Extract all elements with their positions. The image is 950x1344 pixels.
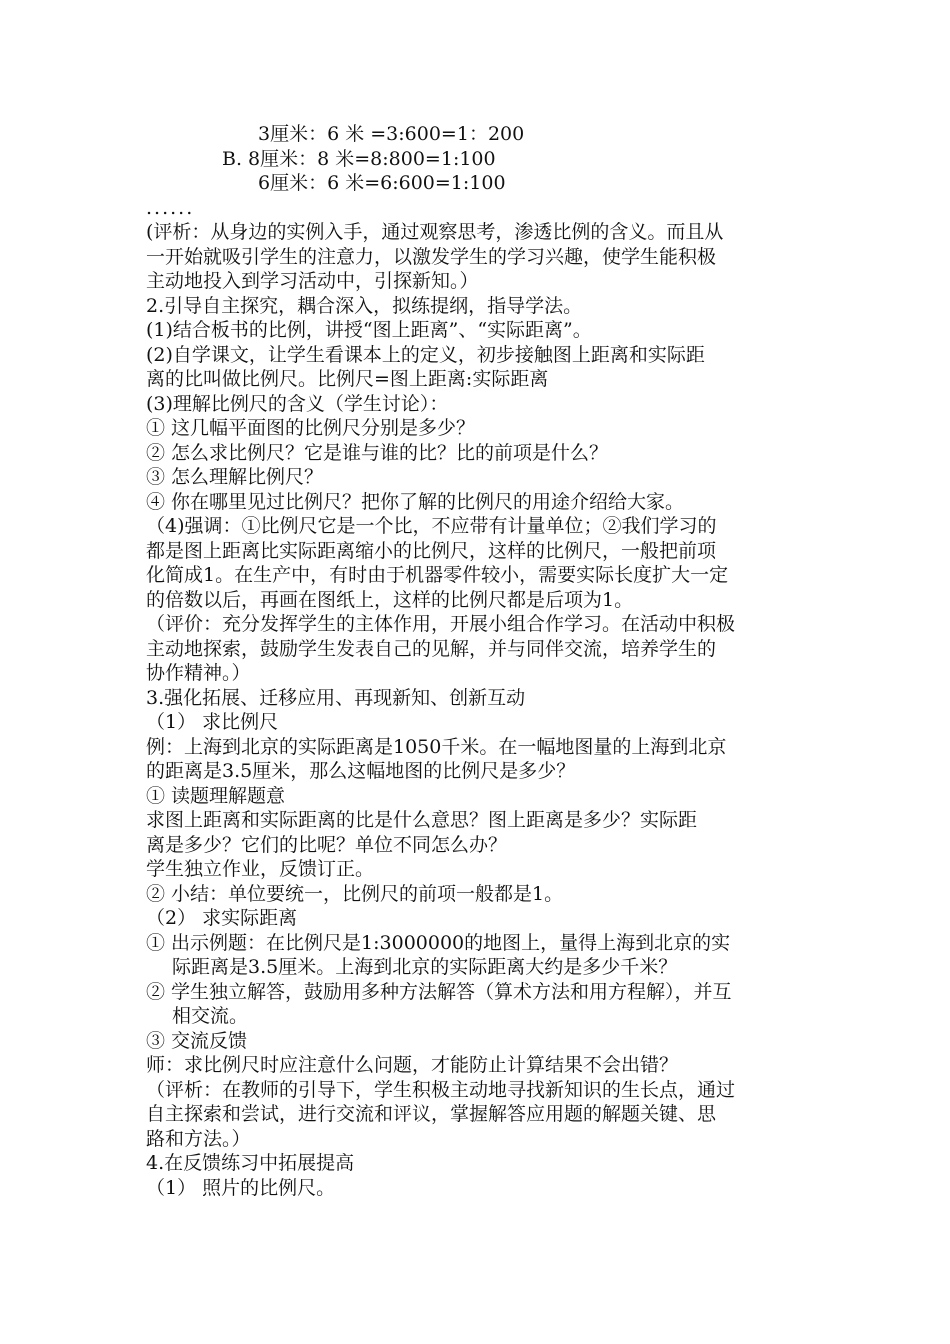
comment-3-line-3: 路和方法。）: [146, 1127, 251, 1150]
comment-2-line-3: 协作精神。）: [146, 662, 251, 684]
example-2-line-1: ① 出示例题：在比例尺是1:3000000的地图上，量得上海到北京的实: [146, 931, 731, 954]
step-4-line-4: 的倍数以后，再画在图纸上，这样的比例尺都是后项为1。: [146, 588, 634, 611]
step-4-line-3: 化简成1。在生产中，有时由于机器零件较小，需要实际长度扩大一定: [146, 564, 729, 586]
comment-3-line-1: （评析：在教师的引导下，学生积极主动地寻找新知识的生长点，通过: [146, 1078, 736, 1101]
comment-2-line-2: 主动地探索，鼓励学生发表自己的见解，并与同伴交流，培养学生的: [146, 637, 717, 660]
example-2-step-2-line-1: ② 学生独立解答，鼓励用多种方法解答（算术方法和用方程解），并互: [146, 980, 732, 1003]
subsection-3-1: （1） 求比例尺: [146, 711, 279, 733]
comment-1-line-3: 主动地投入到学习活动中，引探新知。）: [146, 270, 479, 292]
section-2-heading: 2.引导自主探究，耦合深入，拟练提纲，指导学法。: [146, 294, 583, 317]
comment-1-line-1: (评析：从身边的实例入手，通过观察思考，渗透比例的含义。而且从: [146, 221, 724, 243]
question-2: ② 怎么求比例尺？它是谁与谁的比？比的前项是什么？: [146, 441, 609, 464]
example-2-step-3: ③ 交流反馈: [146, 1029, 248, 1052]
question-4: ④ 你在哪里见过比例尺？把你了解的比例尺的用途介绍给大家。: [146, 490, 685, 513]
comment-3-line-2: 自主探索和尝试，进行交流和评议，掌握解答应用题的解题关键、思: [146, 1103, 717, 1125]
comment-1-line-2: 一开始就吸引学生的注意力，以激发学生的学习兴趣，使学生能积极: [146, 245, 717, 268]
ratio-line-b1: B. 8厘米：8 米=8:800=1:100: [222, 147, 496, 170]
step-1: (1)结合板书的比例，讲授“图上距离”、“实际距离”。: [146, 319, 592, 341]
example-2-line-2: 际距离是3.5厘米。上海到北京的实际距离大约是多少千米？: [172, 956, 678, 978]
subsection-3-2: （2） 求实际距离: [146, 907, 298, 929]
example-1-practice: 学生独立作业，反馈订正。: [146, 858, 375, 880]
step-4-line-2: 都是图上距离比实际距离缩小的比例尺，这样的比例尺，一般把前项: [146, 539, 717, 562]
step-2-line-1: (2)自学课文，让学生看课本上的定义，初步接触图上距离和实际距: [146, 343, 705, 366]
subsection-4-1: （1） 照片的比例尺。: [146, 1176, 336, 1199]
step-3: (3)理解比例尺的含义（学生讨论）：: [146, 392, 449, 415]
example-1-step-1: ① 读题理解题意: [146, 784, 286, 807]
comment-2-line-1: （评价：充分发挥学生的主体作用，开展小组合作学习。在活动中积极: [146, 613, 736, 635]
example-1-summary: ② 小结：单位要统一，比例尺的前项一般都是1。: [146, 882, 564, 905]
section-3-heading: 3.强化拓展、迁移应用、再现新知、创新互动: [146, 686, 526, 709]
example-2-step-2-line-2: 相交流。: [172, 1005, 249, 1027]
document-body: [146, 122, 816, 1200]
step-4-line-1: （4)强调：①比例尺它是一个比，不应带有计量单位；②我们学习的: [146, 515, 717, 537]
ratio-line-a: 3厘米：6 米 =3:600=1：200: [258, 123, 525, 145]
question-1: ① 这几幅平面图的比例尺分别是多少？: [146, 417, 476, 439]
question-3: ③ 怎么理解比例尺？: [146, 466, 324, 488]
step-2-line-2: 离的比叫做比例尺。比例尺=图上距离:实际距离: [146, 368, 549, 390]
ellipsis: ......: [146, 196, 195, 219]
example-1-line-2: 的距离是3.5厘米，那么这幅地图的比例尺是多少？: [146, 760, 576, 782]
example-1-question-line-2: 离是多少？它们的比呢？单位不同怎么办？: [146, 833, 508, 856]
teacher-question: 师：求比例尺时应注意什么问题，才能防止计算结果不会出错？: [146, 1054, 679, 1076]
section-4-heading: 4.在反馈练习中拓展提高: [146, 1152, 355, 1174]
example-1-question-line-1: 求图上距离和实际距离的比是什么意思？图上距离是多少？实际距: [146, 809, 698, 831]
ratio-line-b2: 6厘米：6 米=6:600=1:100: [258, 172, 506, 194]
example-1-line-1: 例：上海到北京的实际距离是1050千米。在一幅地图量的上海到北京: [146, 735, 727, 758]
